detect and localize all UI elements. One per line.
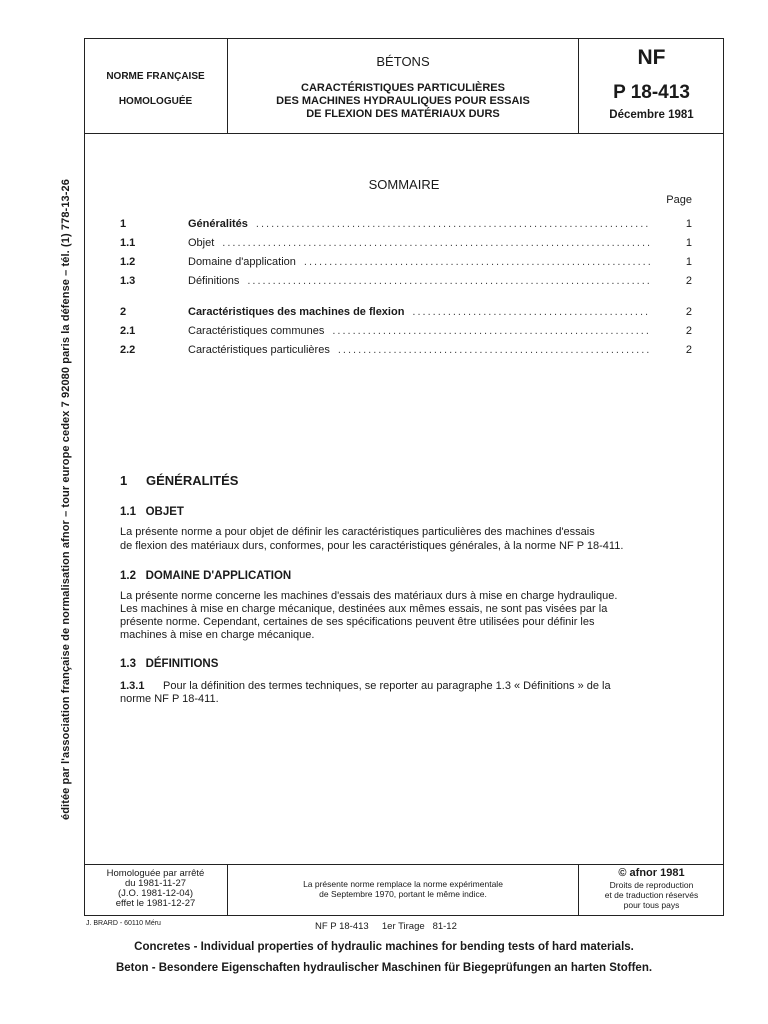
rights-line: et de traduction réservés <box>604 890 699 900</box>
definition-line: Pour la définition des termes techniques, se reporter au paragraphe 1.3 « Définitions » de la <box>163 680 611 692</box>
footer-copyright-box <box>578 864 724 916</box>
homologation-line: (J.O. 1981-12-04) <box>118 888 193 899</box>
nf-mark: NF <box>637 46 666 69</box>
toc-page: 1 <box>685 237 692 249</box>
toc-page: 2 <box>685 306 692 318</box>
domaine-line: La présente norme concerne les machines d'essais des matériaux durs à mise en charge hydraulique. <box>120 590 618 602</box>
footer-replacement-box <box>228 864 578 916</box>
doc-title-line1: CARACTÉRISTIQUES PARTICULIÈRES <box>301 82 505 94</box>
subsection-objet-title: 1.1 OBJET <box>120 506 184 518</box>
homologation-line: du 1981-11-27 <box>124 878 187 889</box>
toc-leader <box>222 237 650 249</box>
page-column-label: Page <box>666 194 692 206</box>
toc-title: Définitions <box>188 275 240 287</box>
toc-row[interactable] <box>120 344 692 358</box>
toc-row[interactable] <box>120 256 692 270</box>
toc-title: Caractéristiques communes <box>188 325 325 337</box>
header-norm-box <box>84 38 228 134</box>
toc-page: 1 <box>685 256 692 268</box>
homologation-line: Homologuée par arrêté <box>106 868 205 879</box>
toc-leader <box>332 325 650 337</box>
toc-page: 2 <box>685 344 692 356</box>
toc-title: Caractéristiques des machines de flexion <box>188 306 405 318</box>
toc-leader <box>304 256 650 268</box>
homologuee-label: HOMOLOGUÉE <box>118 96 193 107</box>
toc-leader <box>338 344 650 356</box>
section-title: GÉNÉRALITÉS <box>146 473 239 488</box>
toc-row[interactable] <box>120 218 692 232</box>
rights-line: Droits de reproduction <box>609 880 694 890</box>
objet-line: La présente norme a pour objet de définir les caractéristiques particulières des machines d'essais <box>120 526 595 538</box>
toc-num: 1.3 <box>120 275 136 287</box>
header-title-box <box>228 38 578 134</box>
toc-row[interactable] <box>120 237 692 251</box>
sommaire-title: SOMMAIRE <box>368 177 440 192</box>
homologation-line: effet le 1981-12-27 <box>115 898 196 909</box>
definition-line: norme NF P 18-411. <box>120 693 219 705</box>
definition-number: 1.3.1 <box>120 680 145 692</box>
toc-num: 2.1 <box>120 325 136 337</box>
subsection-domaine-title: 1.2 DOMAINE D'APPLICATION <box>120 570 292 582</box>
toc-title: Généralités <box>188 218 248 230</box>
doc-title-line2: DES MACHINES HYDRAULIQUES POUR ESSAIS <box>276 95 530 107</box>
norm-date: Décembre 1981 <box>609 109 694 121</box>
toc-page: 1 <box>685 218 692 230</box>
rights-line: pour tous pays <box>623 900 680 910</box>
toc-page: 2 <box>685 275 692 287</box>
toc-row[interactable] <box>120 325 692 339</box>
toc-leader <box>412 306 650 318</box>
toc-title: Domaine d'application <box>188 256 296 268</box>
toc-leader <box>247 275 650 287</box>
norme-francaise-label: NORME FRANÇAISE <box>106 71 205 82</box>
toc-title: Caractéristiques particulières <box>188 344 330 356</box>
header-code-box <box>578 38 724 134</box>
toc-num: 1.2 <box>120 256 136 268</box>
toc-leader <box>256 218 650 230</box>
toc-num: 2 <box>120 306 127 318</box>
publisher-side-text: éditée par l'association française de normalisation afnor – tour europe cedex 7 92080 paris la défense – tél. (1) 778-13-26 <box>60 179 72 820</box>
german-title: Beton - Besondere Eigenschaften hydraulischer Maschinen für Biegeprüfungen an harten Stoffen. <box>115 962 653 974</box>
subsection-definitions-title: 1.3 DÉFINITIONS <box>120 658 219 670</box>
toc-num: 1.1 <box>120 237 136 249</box>
toc-row[interactable] <box>120 275 692 289</box>
replacement-line: La présente norme remplace la norme expérimentale <box>303 879 503 889</box>
doc-title-line3: DE FLEXION DES MATÉRIAUX DURS <box>306 108 500 120</box>
toc-num: 2.2 <box>120 344 136 356</box>
domaine-line: machines à mise en charge mécanique. <box>120 629 315 641</box>
print-run: NF P 18-413 1er Tirage 81-12 <box>315 921 457 932</box>
copyright-notice: © afnor 1981 <box>618 867 685 879</box>
domaine-line: présente norme. Cependant, certaines de ses spécifications peuvent être utilisées pour définir les <box>120 616 595 628</box>
norm-code: P 18-413 <box>613 82 690 103</box>
printer-credit: J. BRARD - 60110 Méru <box>86 920 161 927</box>
replacement-line: de Septembre 1970, portant le même indice. <box>319 889 487 899</box>
toc-page: 2 <box>685 325 692 337</box>
domain-title: BÉTONS <box>376 54 430 69</box>
footer-homologation-box <box>84 864 228 916</box>
toc-row[interactable] <box>120 306 692 320</box>
domaine-line: Les machines à mise en charge mécanique, destinées aux mêmes essais, ne sont pas visées par la <box>120 603 608 615</box>
section-number: 1 <box>120 473 128 488</box>
toc-num: 1 <box>120 218 127 230</box>
objet-line: de flexion des matériaux durs, conformes, pour les caractéristiques générales, à la norme NF P 18-411. <box>120 540 624 552</box>
english-title: Concretes - Individual properties of hydraulic machines for bending tests of hard materials. <box>134 941 634 953</box>
toc-title: Objet <box>188 237 215 249</box>
